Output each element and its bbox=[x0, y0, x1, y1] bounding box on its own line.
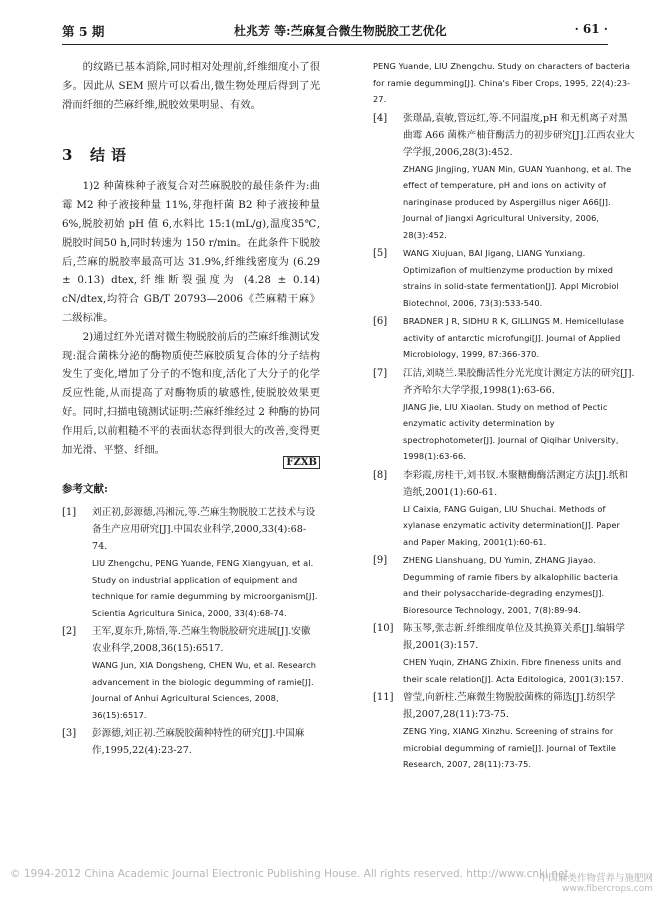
issue-number: 第 5 期 bbox=[62, 24, 105, 39]
reference-number: [2] bbox=[62, 626, 77, 638]
reference-english: JIANG Jie, LIU Xiaolan. Study on method of Pectic enzymatic activity determination by spectrophotometer[J]. Journal of Qiqihar University, 1998(1):63-66. bbox=[403, 401, 622, 461]
reference-english: ZENG Ying, XIANG Xinzhu. Screening of strains for microbial degumming of ramie[J]. Journal of Textile Research, 2007, 28(11):73-75. bbox=[403, 726, 619, 769]
site-watermark bbox=[539, 870, 653, 894]
watermark-url: www.fibercrops.com bbox=[562, 884, 653, 894]
reference-english: LIU Zhengchu, PENG Yuande, FENG Xiangyuan, et al. Study on industrial application of equipment and technique for ramie degumming by microorganism[J]. Scientia Agricultura Sinica, 2000, 33(4):68-74. bbox=[92, 558, 321, 618]
reference-item bbox=[373, 313, 635, 363]
reference-chinese: 彭源德,刘正初.苎麻脱胶菌种特性的研究[J].中国麻作,1995,22(4):23-27. bbox=[92, 728, 305, 757]
reference-english: WANG Jun, XIA Dongsheng, CHEN Wu, et al. Research advancement in the biologic degumming of ramie[J]. Journal of Anhui Agricultural Sciences, 2008, 36(15):6517. bbox=[92, 660, 319, 720]
reference-item bbox=[373, 245, 635, 311]
reference-number: [5] bbox=[373, 248, 388, 259]
reference-number: [6] bbox=[373, 316, 388, 327]
reference-number: [3] bbox=[62, 728, 77, 740]
reference-chinese: 江洁,刘晓兰.果胶酶活性分光光度计测定方法的研究[J].齐齐哈尔大学学报,1998(1):63-66. bbox=[403, 367, 635, 396]
section-heading bbox=[62, 144, 320, 165]
reference-chinese: 张璟晶,袁敏,管远红,等.不同温度,pH 和无机离子对黑曲霉 A66 菌株产柚苷酶活力的初步研究[J].江西农业大学学报,2006,28(3):452. bbox=[403, 112, 635, 158]
journal-badge-text: FZXB bbox=[283, 456, 320, 469]
reference-item bbox=[373, 467, 635, 551]
right-column bbox=[373, 58, 635, 775]
reference-number: [7] bbox=[373, 367, 388, 379]
reference-item bbox=[373, 58, 635, 108]
intro-paragraph: 的纹路已基本消除,同时相对处理前,纤维细度小了很多。因此从 SEM 照片可以看出,微生物处理后得到了光滑而纤细的苎麻纤维,脱胶效果明显、有效。 bbox=[62, 61, 320, 111]
reference-english: LI Caixia, FANG Guigan, LIU Shuchai. Methods of xylanase enzymatic activity determination[J]. Paper and Paper Making, 2001(1):60-61. bbox=[403, 503, 623, 547]
reference-item bbox=[373, 689, 635, 773]
reference-english: CHEN Yuqin, ZHANG Zhixin. Fibre fineness units and their scale relation[J]. Acta Editologica, 2001(3):157. bbox=[403, 657, 624, 684]
reference-english: PENG Yuande, LIU Zhengchu. Study on characters of bacteria for ramie degumming[J]. China's Fiber Crops, 1995, 22(4):23-27. bbox=[373, 61, 633, 104]
reference-english: BRADNER J R, SIDHU R K, GILLINGS M. Hemicellulase activity of antarctic microfungi[J]. Journal of Applied Microbiology, 1999, 87:366-370. bbox=[403, 316, 627, 359]
running-title: 杜兆芳 等:苎麻复合微生物脱胶工艺优化 bbox=[234, 24, 447, 38]
reference-item bbox=[62, 504, 320, 621]
watermark-cn: 中国麻类作物营养与施肥网 bbox=[538, 873, 653, 884]
reference-number: [8] bbox=[373, 469, 388, 481]
left-column bbox=[62, 58, 324, 761]
references-heading: 参考文献: bbox=[62, 483, 108, 496]
reference-number: [4] bbox=[373, 112, 388, 124]
reference-item bbox=[373, 620, 635, 687]
reference-item bbox=[373, 110, 635, 244]
section-title: 结语 bbox=[90, 146, 133, 165]
reference-item bbox=[373, 365, 635, 465]
page-header bbox=[62, 18, 608, 45]
reference-chinese: 刘正初,彭源德,冯湘沅,等.苎麻生物脱胶工艺技术与设备生产应用研究[J].中国农业科学,2000,33(4):68-74. bbox=[92, 507, 316, 553]
reference-number: [11] bbox=[373, 692, 394, 703]
reference-english: WANG Xiujuan, BAI Jigang, LIANG Yunxiang. Optimizafion of multienzyme production by mixed strains in solid-state fermentation[J]. Appl Microbiol Biotechnol, 2006, 73(3):533-540. bbox=[403, 248, 622, 308]
section-number: 3 bbox=[62, 146, 73, 165]
reference-english: ZHENG Lianshuang, DU Yumin, ZHANG Jiayao. Degumming of ramie fibers by alkalophilic bacteria and their polysaccharide-degrading enzymes[J]. Bioresource Technology, 2001, 7(8):89-94. bbox=[403, 555, 621, 615]
reference-item bbox=[62, 623, 320, 723]
conclusion-paragraph-1: 1)2 种菌株种子液复合对苎麻脱胶的最佳条件为:曲霉 M2 种子液接种量 11%,芽孢杆菌 B2 种子液接种量 6%,脱胶初始 pH 值 6,水料比 15:1(mL/g),温度35℃,脱胶时间50 h,同时转速为 150 r/min。在此条件下脱胶后,苎麻的脱胶率最高可达 31.9%,纤维线密度为 (6.29 ± 0.13) dtex,纤维断裂强度为 (4.28 ± 0.14) cN/dtex,均符合 GB/T 20793—2006《苎麻精干麻》二级标准。 bbox=[62, 180, 324, 324]
reference-item bbox=[373, 552, 635, 618]
reference-chinese: 曾莹,向新柱.苎麻微生物脱胶菌株的筛选[J].纺织学报,2007,28(11):73-75. bbox=[403, 692, 616, 720]
reference-item bbox=[62, 725, 320, 759]
reference-number: [10] bbox=[373, 623, 394, 634]
reference-english: ZHANG Jingjing, YUAN Min, GUAN Yuanhong, et al. The effect of temperature, pH and ions on activity of naringinase produced by Aspergillus niger A66[J]. Journal of Jiangxi Agricultural University, 2006, 28(3):452. bbox=[403, 163, 634, 240]
copyright-footer: © 1994-2012 China Academic Journal Electronic Publishing House. All rights reserved. http://www.cnki.net bbox=[10, 868, 569, 880]
reference-chinese: 李彩霞,房桂干,刘书钗.木聚糖酶酶活测定方法[J].纸和造纸,2001(1):60-61. bbox=[403, 469, 628, 498]
reference-number: [9] bbox=[373, 555, 388, 566]
conclusion-paragraph-2: 2)通过红外光谱对微生物脱胶前后的苎麻纤维测试发现:混合菌株分泌的酶物质使苎麻胶质复合体的分子结构发生了变化,增加了分子的不饱和度,活化了大分子的化学反应性能,从而提高了对酶物质的敏感性,使脱胶效果更好。同时,扫描电镜测试证明:苎麻纤维经过 2 种酶的协同作用后,以前粗糙不平的表面状态得到很大的改善,变得更加光滑、平整、纤细。 bbox=[62, 330, 320, 456]
reference-chinese: 王军,夏东升,陈悟,等.苎麻生物脱胶研究进展[J].安徽农业科学,2008,36(15):6517. bbox=[92, 626, 311, 655]
page-number: · 61 · bbox=[574, 22, 608, 36]
journal-badge bbox=[62, 457, 320, 471]
reference-chinese: 陈玉琴,张志新.纤维细度单位及其换算关系[J].编辑学报,2001(3):157. bbox=[403, 623, 625, 651]
reference-number: [1] bbox=[62, 507, 77, 519]
